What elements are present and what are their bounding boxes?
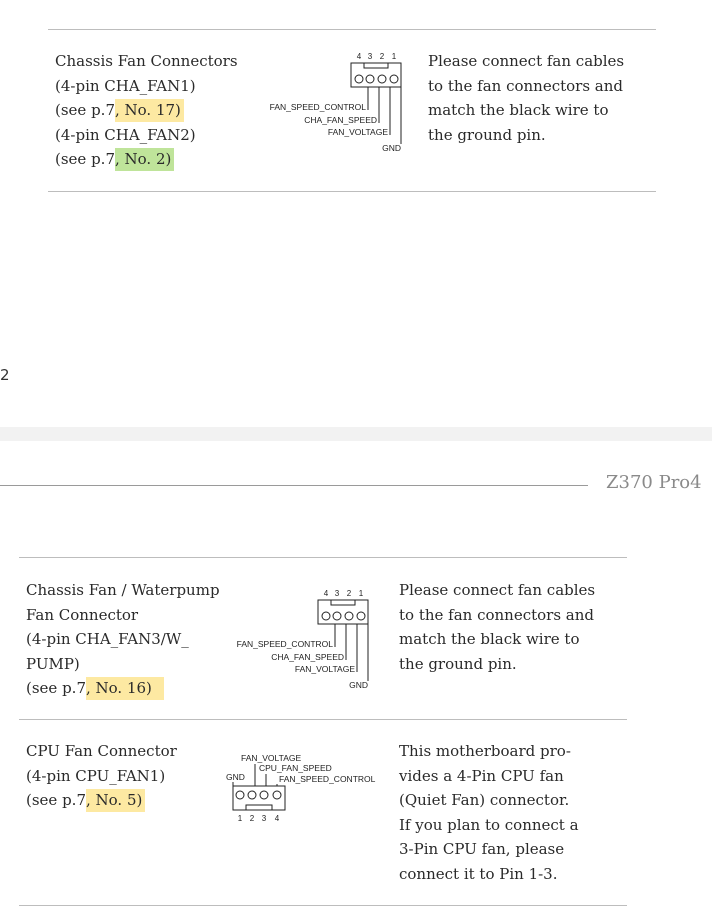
pin-number: 4: [274, 814, 280, 823]
pin-number: 1: [237, 814, 243, 823]
pin-number: 4: [323, 589, 329, 598]
pin-number: 1: [358, 589, 364, 598]
section-rule-3: [19, 905, 627, 906]
pin-hole: [357, 612, 365, 620]
pin-number: 2: [379, 52, 385, 61]
pin-label: CPU_FAN_SPEED: [259, 763, 332, 773]
pin-hole: [322, 612, 330, 620]
title-line: (4-pin CHA_FAN2): [55, 125, 196, 144]
title-line: CPU Fan Connector: [26, 742, 177, 760]
description-line: the ground pin.: [428, 125, 546, 144]
top-rule-2: [48, 191, 656, 192]
title-line: (4-pin CHA_FAN1): [55, 76, 196, 95]
pin-hole: [273, 791, 281, 799]
pin-label: FAN_VOLTAGE: [327, 127, 388, 137]
title-line: (4-pin CHA_FAN3/W_: [26, 630, 189, 648]
pin-hole: [333, 612, 341, 620]
pin-hole: [236, 791, 244, 799]
page-reference: (see p.7, No. 2): [55, 147, 238, 172]
header-rule: [0, 485, 588, 486]
pin-number: 3: [334, 589, 340, 598]
description-line: This motherboard pro-: [399, 742, 571, 760]
description-line: Please connect fan cables: [428, 52, 625, 70]
pin-number: 4: [356, 52, 362, 61]
page-reference: (see p.7, No. 5): [26, 788, 177, 813]
pin-hole: [366, 75, 374, 83]
pin-hole: [378, 75, 386, 83]
pump-section-title: [26, 578, 220, 701]
pin-number: 2: [346, 589, 352, 598]
section-rule-2: [19, 719, 627, 720]
connector-key: [331, 600, 355, 605]
pin-label: FAN_SPEED_CONTROL: [269, 102, 366, 112]
model-name: Z370 Pro4: [606, 472, 702, 493]
pin-hole: [345, 612, 353, 620]
connector-key: [364, 63, 388, 68]
pin-label: FAN_VOLTAGE: [241, 753, 302, 763]
pin-number: 1: [391, 52, 397, 61]
highlight-reference: , No. 16): [86, 677, 164, 700]
pin-number: 3: [261, 814, 267, 823]
page-number: 2: [0, 366, 10, 384]
pin-hole: [355, 75, 363, 83]
page-reference: (see p.7, No. 16): [26, 676, 220, 701]
pin-label: CHA_FAN_SPEED: [304, 115, 377, 125]
pin-label: GND: [226, 772, 245, 782]
pin-hole: [260, 791, 268, 799]
description-line: match the black wire to: [399, 630, 580, 648]
pin-label: FAN_SPEED_CONTROL: [236, 639, 333, 649]
cpu-connector-diagram: [222, 750, 392, 825]
pin-label: CHA_FAN_SPEED: [271, 652, 344, 662]
title-line: Fan Connector: [26, 605, 139, 624]
pin-number: 3: [367, 52, 373, 61]
connector-key: [246, 805, 272, 810]
top-rule-1: [48, 29, 656, 30]
highlight-reference: , No. 5): [86, 789, 145, 812]
pin-number: 2: [249, 814, 255, 823]
description-line: the ground pin.: [399, 654, 517, 673]
top-section-title: [55, 49, 238, 172]
pump-connector-diagram: [222, 587, 382, 692]
top-section-description: [428, 49, 624, 147]
description-line: to the fan connectors and: [428, 76, 624, 95]
description-line: 3-Pin CPU fan, please: [399, 840, 565, 858]
description-line: Please connect fan cables: [399, 581, 596, 599]
description-line: to the fan connectors and: [399, 605, 595, 624]
pump-section-description: [399, 578, 595, 676]
page-gap: [0, 427, 712, 441]
description-line: connect it to Pin 1-3.: [399, 864, 558, 883]
highlight-reference: , No. 17): [115, 99, 184, 122]
description-line: match the black wire to: [428, 101, 609, 119]
description-line: (Quiet Fan) connector.: [399, 791, 570, 809]
description-line: If you plan to connect a: [399, 815, 579, 834]
pin-hole: [248, 791, 256, 799]
title-line: Chassis Fan Connectors: [55, 52, 238, 70]
cpu-section-description: [399, 739, 579, 886]
section-rule-1: [19, 557, 627, 558]
title-line: PUMP): [26, 654, 80, 673]
pin-label: GND: [349, 680, 368, 690]
pin-label: GND: [382, 143, 401, 153]
title-line: Chassis Fan / Waterpump: [26, 581, 220, 599]
pin-hole: [390, 75, 398, 83]
highlight-reference: , No. 2): [115, 148, 174, 171]
title-line: (4-pin CPU_FAN1): [26, 766, 166, 785]
pin-label: FAN_VOLTAGE: [294, 664, 355, 674]
description-line: vides a 4-Pin CPU fan: [399, 766, 564, 785]
pin-label: FAN_SPEED_CONTROL: [279, 774, 376, 784]
cpu-section-title: [26, 739, 177, 813]
fan-connector-diagram: [255, 50, 415, 155]
page-reference: (see p.7, No. 17): [55, 98, 238, 123]
